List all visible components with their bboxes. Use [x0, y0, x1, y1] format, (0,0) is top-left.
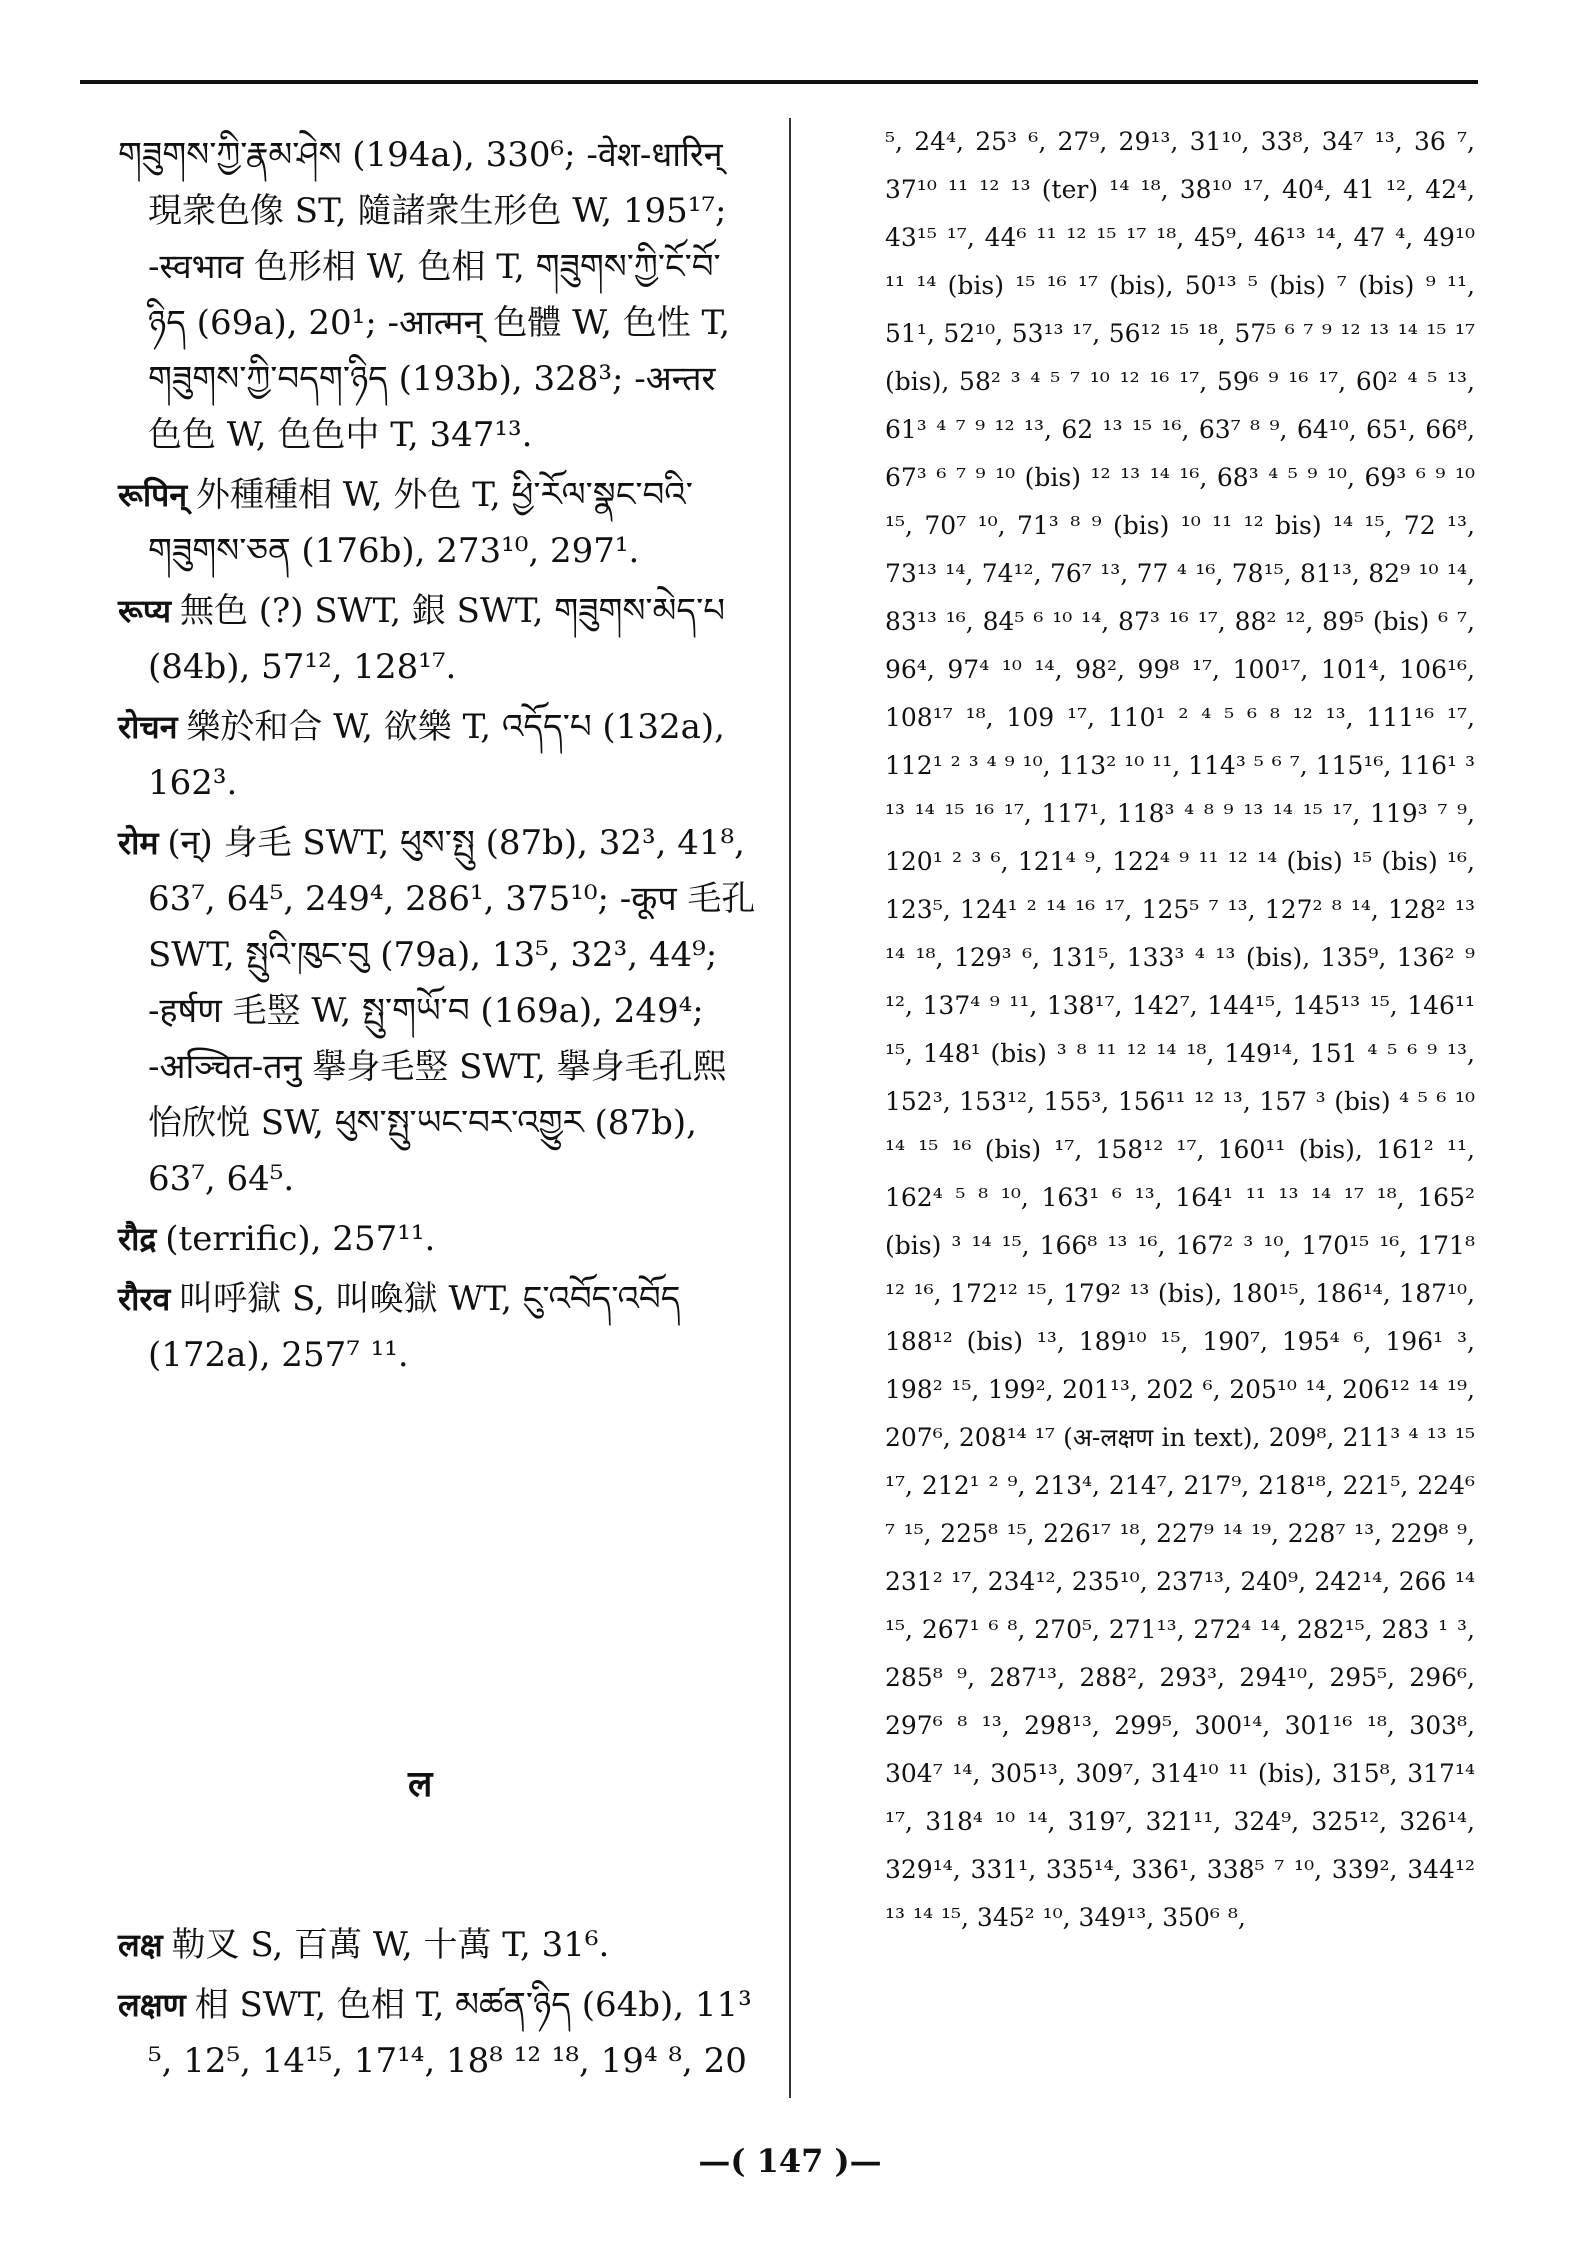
dictionary-entry: रोम (न्) 身毛 SWT, ཕུས་སྤུ (87b), 32³, 41⁸, 63⁷, 64⁵, 249⁴, 286¹, 375¹⁰; -कूप 毛孔 SWT, སྤུའི་ཁུང་བུ (79a), 13⁵, 32³, 44⁹; -हर्षण 毛竪 W, སྤུ་གཡོ་བ (169a), 249⁴; -अञ्चित-तनु 擧身毛竪 SWT, 擧身毛孔熙怡欣悦 SW, ཕུས་སྤུ་ཡང་བར་འགྱུར (87b), 63⁷, 64⁵.	[118, 823, 756, 1199]
left-column-lower	[118, 1918, 758, 2094]
page-number: —( 147 )—	[698, 2142, 882, 2180]
reference-list: ⁵, 24⁴, 25³ ⁶, 27⁹, 29¹³, 31¹⁰, 33⁸, 34⁷ ¹³, 36 ⁷, 37¹⁰ ¹¹ ¹² ¹³ (ter) ¹⁴ ¹⁸, 38¹⁰ ¹⁷, 40⁴, 41 ¹², 42⁴, 43¹⁵ ¹⁷, 44⁶ ¹¹ ¹² ¹⁵ ¹⁷ ¹⁸, 45⁹, 46¹³ ¹⁴, 47 ⁴, 49¹⁰ ¹¹ ¹⁴ (bis) ¹⁵ ¹⁶ ¹⁷ (bis), 50¹³ ⁵ (bis) ⁷ (bis) ⁹ ¹¹, 51¹, 52¹⁰, 53¹³ ¹⁷, 56¹² ¹⁵ ¹⁸, 57⁵ ⁶ ⁷ ⁹ ¹² ¹³ ¹⁴ ¹⁵ ¹⁷ (bis), 58² ³ ⁴ ⁵ ⁷ ¹⁰ ¹² ¹⁶ ¹⁷, 59⁶ ⁹ ¹⁶ ¹⁷, 60² ⁴ ⁵ ¹³, 61³ ⁴ ⁷ ⁹ ¹² ¹³, 62 ¹³ ¹⁵ ¹⁶, 63⁷ ⁸ ⁹, 64¹⁰, 65¹, 66⁸, 67³ ⁶ ⁷ ⁹ ¹⁰ (bis) ¹² ¹³ ¹⁴ ¹⁶, 68³ ⁴ ⁵ ⁹ ¹⁰, 69³ ⁶ ⁹ ¹⁰ ¹⁵, 70⁷ ¹⁰, 71³ ⁸ ⁹ (bis) ¹⁰ ¹¹ ¹² bis) ¹⁴ ¹⁵, 72 ¹³, 73¹³ ¹⁴, 74¹², 76⁷ ¹³, 77 ⁴ ¹⁶, 78¹⁵, 81¹³, 82⁹ ¹⁰ ¹⁴, 83¹³ ¹⁶, 84⁵ ⁶ ¹⁰ ¹⁴, 87³ ¹⁶ ¹⁷, 88² ¹², 89⁵ (bis) ⁶ ⁷, 96⁴, 97⁴ ¹⁰ ¹⁴, 98², 99⁸ ¹⁷, 100¹⁷, 101⁴, 106¹⁶, 108¹⁷ ¹⁸, 109 ¹⁷, 110¹ ² ⁴ ⁵ ⁶ ⁸ ¹² ¹³, 111¹⁶ ¹⁷, 112¹ ² ³ ⁴ ⁹ ¹⁰, 113² ¹⁰ ¹¹, 114³ ⁵ ⁶ ⁷, 115¹⁶, 116¹ ³ ¹³ ¹⁴ ¹⁵ ¹⁶ ¹⁷, 117¹, 118³ ⁴ ⁸ ⁹ ¹³ ¹⁴ ¹⁵ ¹⁷, 119³ ⁷ ⁹, 120¹ ² ³ ⁶, 121⁴ ⁹, 122⁴ ⁹ ¹¹ ¹² ¹⁴ (bis) ¹⁵ (bis) ¹⁶, 123⁵, 124¹ ² ¹⁴ ¹⁶ ¹⁷, 125⁵ ⁷ ¹³, 127² ⁸ ¹⁴, 128² ¹³ ¹⁴ ¹⁸, 129³ ⁶, 131⁵, 133³ ⁴ ¹³ (bis), 135⁹, 136² ⁹ ¹², 137⁴ ⁹ ¹¹, 138¹⁷, 142⁷, 144¹⁵, 145¹³ ¹⁵, 146¹¹ ¹⁵, 148¹ (bis) ³ ⁸ ¹¹ ¹² ¹⁴ ¹⁸, 149¹⁴, 151 ⁴ ⁵ ⁶ ⁹ ¹³, 152³, 153¹², 155³, 156¹¹ ¹² ¹³, 157 ³ (bis) ⁴ ⁵ ⁶ ¹⁰ ¹⁴ ¹⁵ ¹⁶ (bis) ¹⁷, 158¹² ¹⁷, 160¹¹ (bis), 161² ¹¹, 162⁴ ⁵ ⁸ ¹⁰, 163¹ ⁶ ¹³, 164¹ ¹¹ ¹³ ¹⁴ ¹⁷ ¹⁸, 165² (bis) ³ ¹⁴ ¹⁵, 166⁸ ¹³ ¹⁶, 167² ³ ¹⁰, 170¹⁵ ¹⁶, 171⁸ ¹² ¹⁶, 172¹² ¹⁵, 179² ¹³ (bis), 180¹⁵, 186¹⁴, 187¹⁰, 188¹² (bis) ¹³, 189¹⁰ ¹⁵, 190⁷, 195⁴ ⁶, 196¹ ³, 198² ¹⁵, 199², 201¹³, 202 ⁶, 205¹⁰ ¹⁴, 206¹² ¹⁴ ¹⁹, 207⁶, 208¹⁴ ¹⁷ (अ-लक्षण in text), 209⁸, 211³ ⁴ ¹³ ¹⁵ ¹⁷, 212¹ ² ⁹, 213⁴, 214⁷, 217⁹, 218¹⁸, 221⁵, 224⁶ ⁷ ¹⁵, 225⁸ ¹⁵, 226¹⁷ ¹⁸, 227⁹ ¹⁴ ¹⁹, 228⁷ ¹³, 229⁸ ⁹, 231² ¹⁷, 234¹², 235¹⁰, 237¹³, 240⁹, 242¹⁴, 266 ¹⁴ ¹⁵, 267¹ ⁶ ⁸, 270⁵, 271¹³, 272⁴ ¹⁴, 282¹⁵, 283 ¹ ³, 285⁸ ⁹, 287¹³, 288², 293³, 294¹⁰, 295⁵, 296⁶, 297⁶ ⁸ ¹³, 298¹³, 299⁵, 300¹⁴, 301¹⁶ ¹⁸, 303⁸, 304⁷ ¹⁴, 305¹³, 309⁷, 314¹⁰ ¹¹ (bis), 315⁸, 317¹⁴ ¹⁷, 318⁴ ¹⁰ ¹⁴, 319⁷, 321¹¹, 324⁹, 325¹², 326¹⁴, 329¹⁴, 331¹, 335¹⁴, 336¹, 338⁵ ⁷ ¹⁰, 339², 344¹² ¹³ ¹⁴ ¹⁵, 345² ¹⁰, 349¹³, 350⁶ ⁸,	[885, 127, 1476, 1932]
dictionary-entry: लक्षण 相 SWT, 色相 T, མཚན་ཉིད (64b), 11³ ⁵, 12⁵, 14¹⁵, 17¹⁴, 18⁸ ¹² ¹⁸, 19⁴ ⁸, 20	[118, 1985, 752, 2081]
dictionary-entry: रूप्य 無色 (?) SWT, 銀 SWT, གཟུགས་མེད་པ (84b), 57¹², 128¹⁷.	[118, 591, 726, 687]
column-divider	[789, 118, 791, 2098]
section-letter: ल	[408, 1763, 433, 1805]
top-rule	[80, 80, 1478, 84]
left-column-upper	[118, 128, 758, 1388]
dictionary-entry: रौद्र (terrific), 257¹¹.	[118, 1219, 436, 1259]
dictionary-entry: रोचन 樂於和合 W, 欲樂 T, འདོད་པ (132a), 162³.	[118, 707, 725, 803]
dictionary-entry: लक्ष 勒叉 S, 百萬 W, 十萬 T, 31⁶.	[118, 1925, 610, 1965]
dictionary-entry: रूपिन् 外種種相 W, 外色 T, ཕྱི་རོལ་སྣང་བའི་གཟུགས་ཅན (176b), 273¹⁰, 297¹.	[118, 475, 693, 571]
dictionary-entry: रौरव 叫呼獄 S, 叫喚獄 WT, ངུ་འབོད་འབོད (172a), 257⁷ ¹¹.	[118, 1279, 681, 1375]
dictionary-entry: གཟུགས་ཀྱི་རྣམ་ཤེས (194a), 330⁶; -वेश-धारिन् 現衆色像 ST, 隨諸衆生形色 W, 195¹⁷; -स्वभाव 色形相 W, 色相 T, གཟུགས་ཀྱི་ངོ་བོ་ཉིད (69a), 20¹; -आत्मन् 色體 W, 色性 T, གཟུགས་ཀྱི་བདག་ཉིད (193b), 328³; -अन्तर 色色 W, 色色中 T, 347¹³.	[118, 135, 731, 455]
right-column	[885, 118, 1475, 1942]
